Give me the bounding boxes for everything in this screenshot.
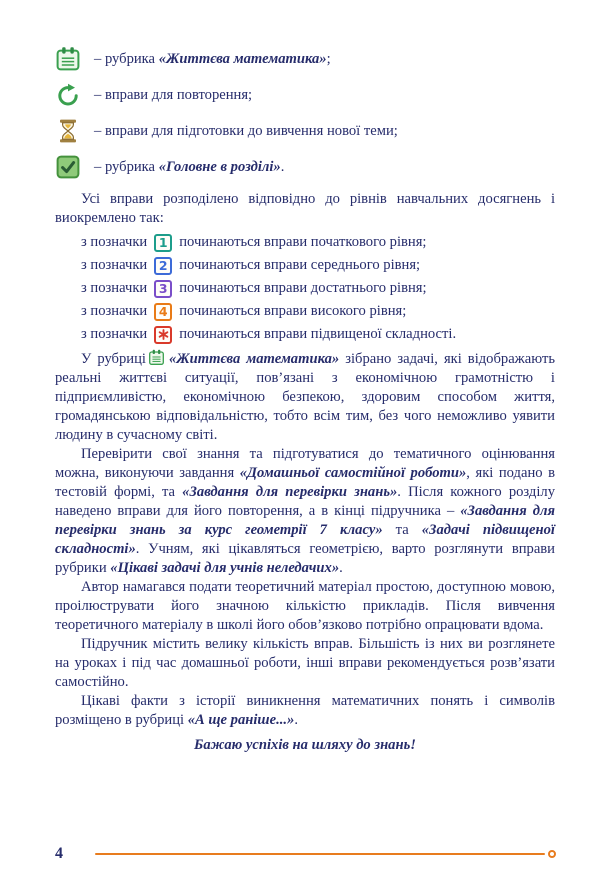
level-4-badge bbox=[154, 303, 172, 321]
level-2-badge bbox=[154, 257, 172, 275]
legend-label bbox=[94, 122, 398, 141]
legend-item-chapter-main bbox=[55, 154, 555, 180]
level-row-beginner bbox=[81, 231, 555, 254]
body-text: Автор намагався подати теоретичний матеріал простою, доступною мовою, проілюструвати його значною кількістю прикладів. Після вивчення теоретичного матеріалу в школі його обов’язково потрібно опрацювати вдома. bbox=[55, 579, 555, 633]
rubric-title: «Цікаві задачі для учнів неледачих» bbox=[110, 560, 340, 576]
level-asterisk-badge bbox=[154, 326, 172, 344]
hourglass-icon bbox=[55, 118, 81, 144]
footer-rule-line bbox=[95, 853, 545, 855]
level-post: починаються вправи початкового рівня; bbox=[179, 234, 427, 250]
level-pre: з позначки bbox=[81, 280, 148, 296]
body-text: . Після кожного розділу наведено вправи для його повторення, а в кінці підручника – bbox=[55, 484, 555, 519]
footer-rule-dot bbox=[548, 850, 556, 858]
body-text: . Учням, які цікавляться геометрією, варто розглянути вправи рубрики bbox=[55, 541, 555, 576]
rubric-title: «А ще раніше...» bbox=[187, 712, 295, 728]
level-row-sufficient bbox=[81, 277, 555, 300]
legend-label-post: ; bbox=[326, 50, 331, 67]
body-text: Перевірити свої знання та підготуватися до тематичного оцінювання можна, виконуючи завдання bbox=[55, 446, 555, 481]
body-text: Усі вправи розподілено відповідно до рівнів навчальних досягнень і виокремлено так: bbox=[55, 191, 555, 226]
rubric-title: «Життєва математика» bbox=[168, 351, 340, 367]
body-text: Цікаві факти з історії виникнення математичних понять і символів розміщено в рубриці bbox=[55, 693, 555, 728]
level-post: починаються вправи достатнього рівня; bbox=[179, 280, 427, 296]
legend-label bbox=[94, 50, 331, 69]
body-text: та bbox=[382, 522, 422, 538]
legend-label-pre: – рубрика bbox=[94, 50, 159, 67]
page-number: 4 bbox=[55, 845, 63, 862]
rubric-title: «Завдання для перевірки знань за курс геометрії 7 класу» bbox=[55, 503, 555, 538]
body-text: , які подано в тестовій формі, та bbox=[55, 465, 555, 500]
body-text: У рубриці bbox=[81, 351, 146, 367]
rubric-legend bbox=[55, 46, 555, 180]
level-post: починаються вправи середнього рівня; bbox=[179, 257, 421, 273]
paragraph-life-math bbox=[55, 349, 555, 445]
level-2-number: 2 bbox=[158, 258, 168, 273]
level-3-badge bbox=[154, 280, 172, 298]
rubric-title: «Завдання для перевірки знань» bbox=[182, 484, 398, 500]
legend-label bbox=[94, 86, 252, 105]
paragraph-facts bbox=[55, 692, 555, 730]
legend-item-repetition bbox=[55, 82, 555, 108]
legend-label-pre: – рубрика bbox=[94, 158, 159, 175]
repeat-icon bbox=[55, 82, 81, 108]
legend-label bbox=[94, 158, 284, 177]
asterisk-icon bbox=[158, 329, 169, 340]
legend-item-preparation bbox=[55, 118, 555, 144]
level-pre: з позначки bbox=[81, 303, 148, 319]
level-1-badge bbox=[154, 234, 172, 252]
paragraph-author bbox=[55, 578, 555, 635]
paragraph-knowledge-check bbox=[55, 445, 555, 578]
legend-label-post: . bbox=[280, 158, 285, 175]
paragraph-levels-intro bbox=[55, 190, 555, 228]
legend-label-emph: «Життєва математика» bbox=[158, 50, 327, 67]
rubric-title: «Домашньої самостійної роботи» bbox=[239, 465, 467, 481]
level-pre: з позначки bbox=[81, 257, 148, 273]
notebook-icon bbox=[55, 46, 81, 72]
level-row-intermediate bbox=[81, 254, 555, 277]
paragraph-textbook bbox=[55, 635, 555, 692]
level-post: починаються вправи підвищеної складності. bbox=[179, 326, 457, 342]
body-text: . bbox=[339, 560, 343, 576]
body-text: Підручник містить велику кількість вправ. Більшість із них ви розглянете на уроках і під час домашньої роботи, інші вправи рекомендується розв’язати самостійно. bbox=[55, 636, 555, 690]
legend-label-emph: «Головне в розділі» bbox=[158, 158, 281, 175]
legend-label-pre: – вправи для повторення; bbox=[94, 86, 253, 103]
level-post: починаються вправи високого рівня; bbox=[179, 303, 407, 319]
closing-wish: Бажаю успіхів на шляху до знань! bbox=[194, 737, 416, 753]
levels-list bbox=[81, 231, 555, 346]
page-footer bbox=[55, 844, 556, 863]
notebook-icon bbox=[148, 349, 165, 366]
level-4-number: 4 bbox=[158, 304, 168, 319]
legend-item-life-math bbox=[55, 46, 555, 72]
body-text: . bbox=[294, 712, 298, 728]
check-square-icon bbox=[55, 154, 81, 180]
level-row-advanced bbox=[81, 323, 555, 346]
level-pre: з позначки bbox=[81, 234, 148, 250]
level-3-number: 3 bbox=[158, 281, 168, 296]
rubric-title: «Задачі підвищеної складності» bbox=[55, 522, 555, 557]
footer-rule bbox=[95, 850, 556, 858]
body-text: зібрано задачі, які відображають реальні життєві ситуації, пов’язані з економічною грамотністю і підприємливістю, економічною безпекою, здоровим способом життя, громадянською відповідальністю, тобто всім тим, без чого неможливо уявити людину в сучасному світі. bbox=[55, 351, 555, 443]
level-pre: з позначки bbox=[81, 326, 148, 342]
level-row-high bbox=[81, 300, 555, 323]
level-1-number: 1 bbox=[158, 235, 168, 250]
legend-label-pre: – вправи для підготовки до вивчення нової теми; bbox=[94, 122, 398, 139]
